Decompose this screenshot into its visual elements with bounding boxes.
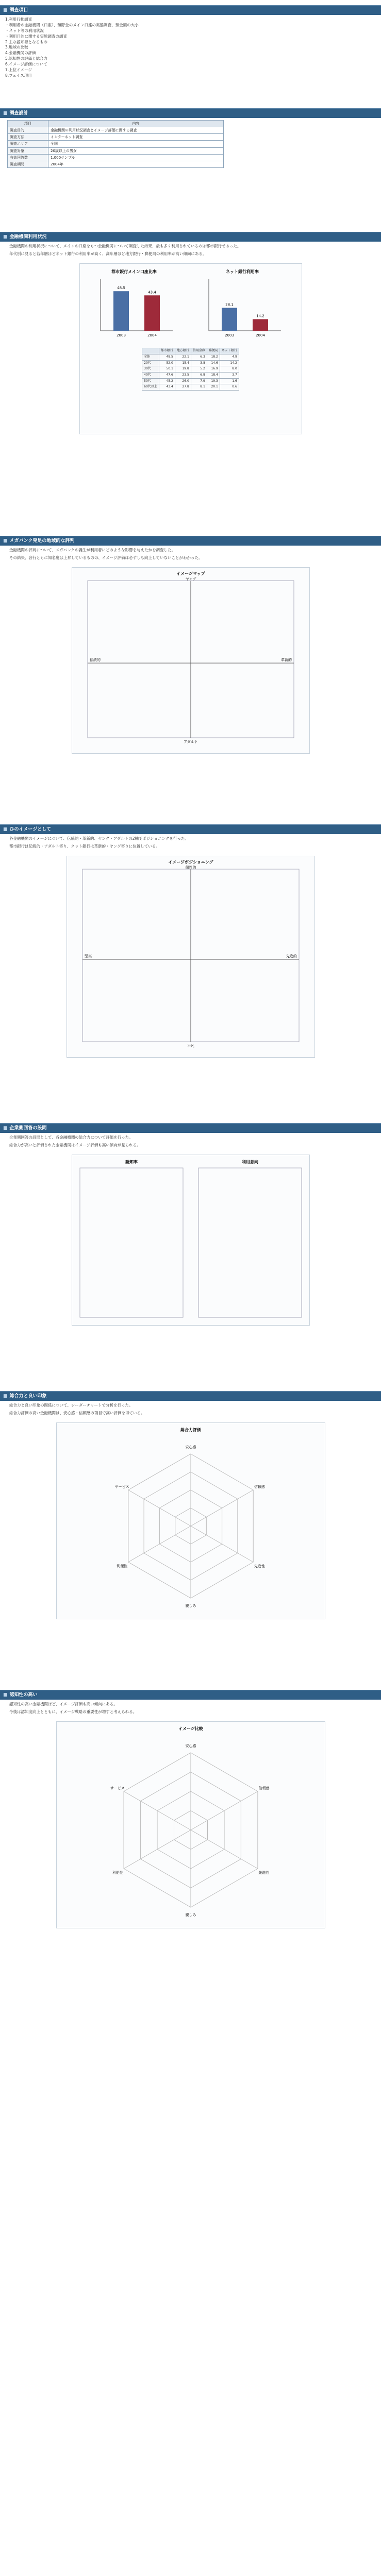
table-cell: 6.8: [191, 372, 207, 379]
table-cell: 20代: [142, 360, 159, 366]
table-header: 項目: [8, 121, 48, 127]
table-cell: 4.9: [220, 354, 239, 361]
data-label: 48.5: [117, 285, 125, 290]
table-cell: 全体: [142, 354, 159, 361]
table-header: ネット銀行: [220, 348, 239, 354]
bar: [144, 295, 160, 331]
table-row: [8, 127, 224, 134]
x-tick-label: 2004: [255, 333, 265, 337]
table-cell: 14.6: [207, 360, 220, 366]
table-cell: 8.0: [220, 366, 239, 372]
table-cell-key: 調査目的: [8, 127, 48, 134]
radar-axis-label: 利便性: [116, 1564, 127, 1568]
paragraph: 各金融機関のイメージについて、伝統的・革新的、ヤング・アダルトの2軸でポジショニングを行った。: [9, 836, 189, 841]
table-cell: 30代: [142, 366, 159, 372]
chart-title: 利用意向: [241, 1159, 258, 1164]
table-row: [142, 354, 239, 361]
table-cell: 48.5: [159, 354, 175, 361]
table-cell: 27.8: [175, 384, 191, 391]
table-cell: 40代: [142, 372, 159, 379]
table-row: [142, 366, 239, 372]
usage-bar-charts: [80, 264, 302, 341]
paragraph: 総合力評価の高い金融機関は、安心感・信頼感の項目で高い評価を得ている。: [9, 1410, 145, 1415]
image-map-chart: [72, 568, 309, 753]
figure-radar-overall: [56, 1422, 325, 1619]
table-cell-key: 有効回答数: [8, 154, 48, 161]
table-cell: 5.2: [191, 366, 207, 372]
plot-frame: [80, 1168, 183, 1317]
figure-image-map: [72, 567, 310, 754]
table-cell: 26.0: [175, 378, 191, 384]
section-title: 金融機関利用状況: [9, 234, 47, 240]
table-row: [8, 134, 224, 141]
survey-design-table: [7, 120, 224, 168]
awareness-chart: [72, 1155, 309, 1325]
table-row: [142, 360, 239, 366]
section-header: ■ 調査項目: [0, 5, 381, 15]
table-cell: 45.2: [159, 378, 175, 384]
table-row: [8, 141, 224, 147]
paragraph: 総合力が高いと評価された金融機関はイメージ評価も高い傾向が見られる。: [9, 1142, 141, 1147]
table-cell: 20.1: [207, 384, 220, 391]
table-cell: 16.9: [207, 366, 220, 372]
axis-label-right: 革新的: [280, 657, 292, 662]
plot-frame: [198, 1168, 302, 1317]
figure-radar-image: [56, 1721, 325, 1928]
table-cell: 23.5: [175, 372, 191, 379]
table-cell: 14.2: [220, 360, 239, 366]
section-title: メガバンク発足の地域的な評判: [9, 538, 75, 544]
axis-label-top: 個性的: [185, 865, 196, 870]
table-row: [142, 384, 239, 391]
section-header: ■ ひのイメージとして: [0, 824, 381, 834]
table-row: [8, 154, 224, 161]
radar-axis-label: 先進性: [258, 1870, 270, 1875]
radar-axis-label: 利便性: [111, 1870, 123, 1875]
survey-item: 5.認知性の評価と総合力: [5, 56, 48, 61]
paragraph: 企業側回答の設問として、各金融機関の総合力について評価を行った。: [9, 1135, 133, 1140]
table-row: [142, 378, 239, 384]
survey-item: 8.フェイス項目: [5, 73, 32, 78]
paragraph: 年代別に見ると若年層ほどネット銀行の利用率が高く、高年層ほど地方銀行・郵便局の利用率が高い傾向にある。: [9, 251, 207, 256]
axis-label-bottom: 平凡: [187, 1043, 194, 1048]
chart-title: 都市銀行メイン口座比率: [111, 269, 157, 274]
figure-usage: [79, 263, 302, 434]
table-cell: 6.3: [191, 354, 207, 361]
chart-title: ネット銀行利用率: [225, 269, 259, 274]
table-header: 都市銀行: [159, 348, 175, 354]
section-title: 総合力と良い印象: [9, 1394, 47, 1399]
table-cell-value: 2004年: [48, 161, 224, 167]
radar-axis-label: 親しみ: [185, 1912, 196, 1917]
paragraph: 金融機関の評判について、メガバンクの誕生が利用者にどのような影響を与えたかを調査した。: [9, 548, 176, 552]
table-cell: 50.1: [159, 366, 175, 372]
radar-axis-label: 安心感: [185, 1743, 196, 1748]
bar: [113, 291, 129, 331]
table-cell: 22.1: [175, 354, 191, 361]
table-header: 郵便局: [207, 348, 220, 354]
section-header: ■ 調査設計: [0, 108, 381, 118]
survey-item: ・利用者の金融機関（口座）、預貯金のメイン口座の実態調査、預金額の大小: [5, 22, 139, 27]
bar: [222, 308, 237, 330]
data-label: 28.1: [225, 302, 234, 307]
survey-items-list: [0, 15, 381, 81]
table-cell: 50代: [142, 378, 159, 384]
survey-item: 6.イメージ評価について: [5, 62, 47, 66]
table-row: [142, 372, 239, 379]
survey-item: 1.利用行動調査: [5, 17, 32, 22]
radar-axis-label: サービス: [110, 1786, 125, 1790]
chart-title: イメージ比較: [178, 1726, 203, 1731]
table-cell: 52.0: [159, 360, 175, 366]
section-title: 調査設計: [9, 111, 28, 116]
section-title: 調査項目: [9, 8, 28, 13]
table-cell: 0.6: [220, 384, 239, 391]
table-header: 内容: [48, 121, 224, 127]
table-cell: 8.1: [191, 384, 207, 391]
paragraph: 金融機関の利用状況について、メインの口座をもつ金融機関について調査した結果、最も多く利用されているのは都市銀行であった。: [9, 244, 241, 248]
overall-radar-chart: [57, 1423, 325, 1619]
survey-item: 3.地域の比較: [5, 45, 28, 50]
data-label: 43.4: [147, 290, 156, 295]
radar-axis-label: 親しみ: [185, 1603, 196, 1608]
table-row: [8, 161, 224, 167]
figure-positioning: [67, 856, 315, 1058]
radar-axis-label: サービス: [114, 1484, 129, 1489]
radar-axis-label: 信頼感: [258, 1786, 270, 1790]
survey-item: ・ネット等の利用状況: [5, 28, 44, 33]
table-cell-value: 全国: [48, 141, 224, 147]
chart-title: イメージマップ: [176, 571, 205, 576]
positioning-chart: [67, 856, 314, 1057]
table-cell: 47.6: [159, 372, 175, 379]
table-cell: 19.8: [175, 366, 191, 372]
table-cell-value: インターネット調査: [48, 134, 224, 141]
bar: [253, 319, 268, 330]
table-header-row: [142, 348, 239, 354]
table-cell: 3.7: [220, 372, 239, 379]
paragraph: その結果、各行ともに知名度は上昇しているものの、イメージ評価は必ずしも向上していないことがわかった。: [9, 555, 203, 560]
paragraph: 今後は認知度向上とともに、イメージ戦略の重要性が増すと考えられる。: [9, 1709, 137, 1714]
chart-title: 認知率: [125, 1159, 138, 1164]
axis-label-left: 堅実: [84, 954, 92, 958]
table-cell: 19.3: [207, 378, 220, 384]
table-cell: 1.6: [220, 378, 239, 384]
table-cell: 60代以上: [142, 384, 159, 391]
survey-item: ・利用目的に関する実態調査の調査: [5, 33, 67, 39]
x-tick-label: 2003: [116, 333, 126, 337]
x-tick-label: 2003: [224, 333, 234, 337]
table-cell: 7.9: [191, 378, 207, 384]
table-cell-key: 調査対象: [8, 147, 48, 154]
section-header: ■ 金融機関利用状況: [0, 232, 381, 242]
section-title: 企業側回答の設問: [9, 1126, 47, 1131]
paragraph: 総合力と良い印象の関係について、レーダーチャートで分析を行った。: [9, 1403, 133, 1408]
x-tick-label: 2004: [147, 333, 157, 337]
axis-label-bottom: アダルト: [183, 739, 198, 744]
paragraph: 認知性の高い金融機関ほど、イメージ評価も高い傾向にある。: [9, 1702, 118, 1706]
table-cell-key: 調査方法: [8, 134, 48, 141]
data-label: 14.2: [256, 314, 264, 318]
section-header: ■ 総合力と良い印象: [0, 1391, 381, 1401]
table-cell: 3.8: [191, 360, 207, 366]
figure-awareness: [72, 1155, 310, 1326]
table-cell: 18.4: [207, 372, 220, 379]
table-cell-key: 調査期間: [8, 161, 48, 167]
axis-label-right: 先進的: [286, 954, 297, 958]
axis-label-top: ヤング: [185, 577, 196, 581]
radar-axis-label: 安心感: [185, 1445, 196, 1449]
radar-axis-label: 信頼感: [254, 1484, 265, 1489]
section-header: ■ メガバンク発足の地域的な評判: [0, 536, 381, 546]
survey-item: 2.主な認知源となるもの: [5, 39, 48, 44]
section-header: ■ 認知性の高い: [0, 1690, 381, 1700]
image-radar-chart: [57, 1722, 325, 1928]
survey-item: 7.上位イメージ: [5, 67, 32, 72]
radar-axis-label: 先進性: [254, 1564, 265, 1568]
section-title: ひのイメージとして: [9, 827, 52, 832]
table-header: 信用金庫: [191, 348, 207, 354]
table-cell-value: 20歳以上の男女: [48, 147, 224, 154]
paragraph: 都市銀行は伝統的・アダルト寄り、ネット銀行は革新的・ヤング寄りに位置している。: [9, 843, 160, 849]
table-header: 地方銀行: [175, 348, 191, 354]
table-row: [8, 147, 224, 154]
table-cell-value: 金融機関の利用状況調査とイメージ評価に関する調査: [48, 127, 224, 134]
table-cell-key: 調査エリア: [8, 141, 48, 147]
chart-title: イメージポジショニング: [168, 859, 213, 865]
table-header: [142, 348, 159, 354]
usage-table: [142, 348, 239, 391]
axis-label-left: 伝統的: [89, 657, 101, 662]
table-cell-value: 1,000サンプル: [48, 154, 224, 161]
table-cell: 18.2: [207, 354, 220, 361]
table-cell: 43.4: [159, 384, 175, 391]
table-cell: 15.4: [175, 360, 191, 366]
survey-item: 4.金融機関の評価: [5, 50, 36, 56]
section-title: 認知性の高い: [9, 1692, 38, 1698]
chart-title: 総合力評価: [180, 1427, 201, 1432]
section-header: ■ 企業側回答の設問: [0, 1123, 381, 1133]
